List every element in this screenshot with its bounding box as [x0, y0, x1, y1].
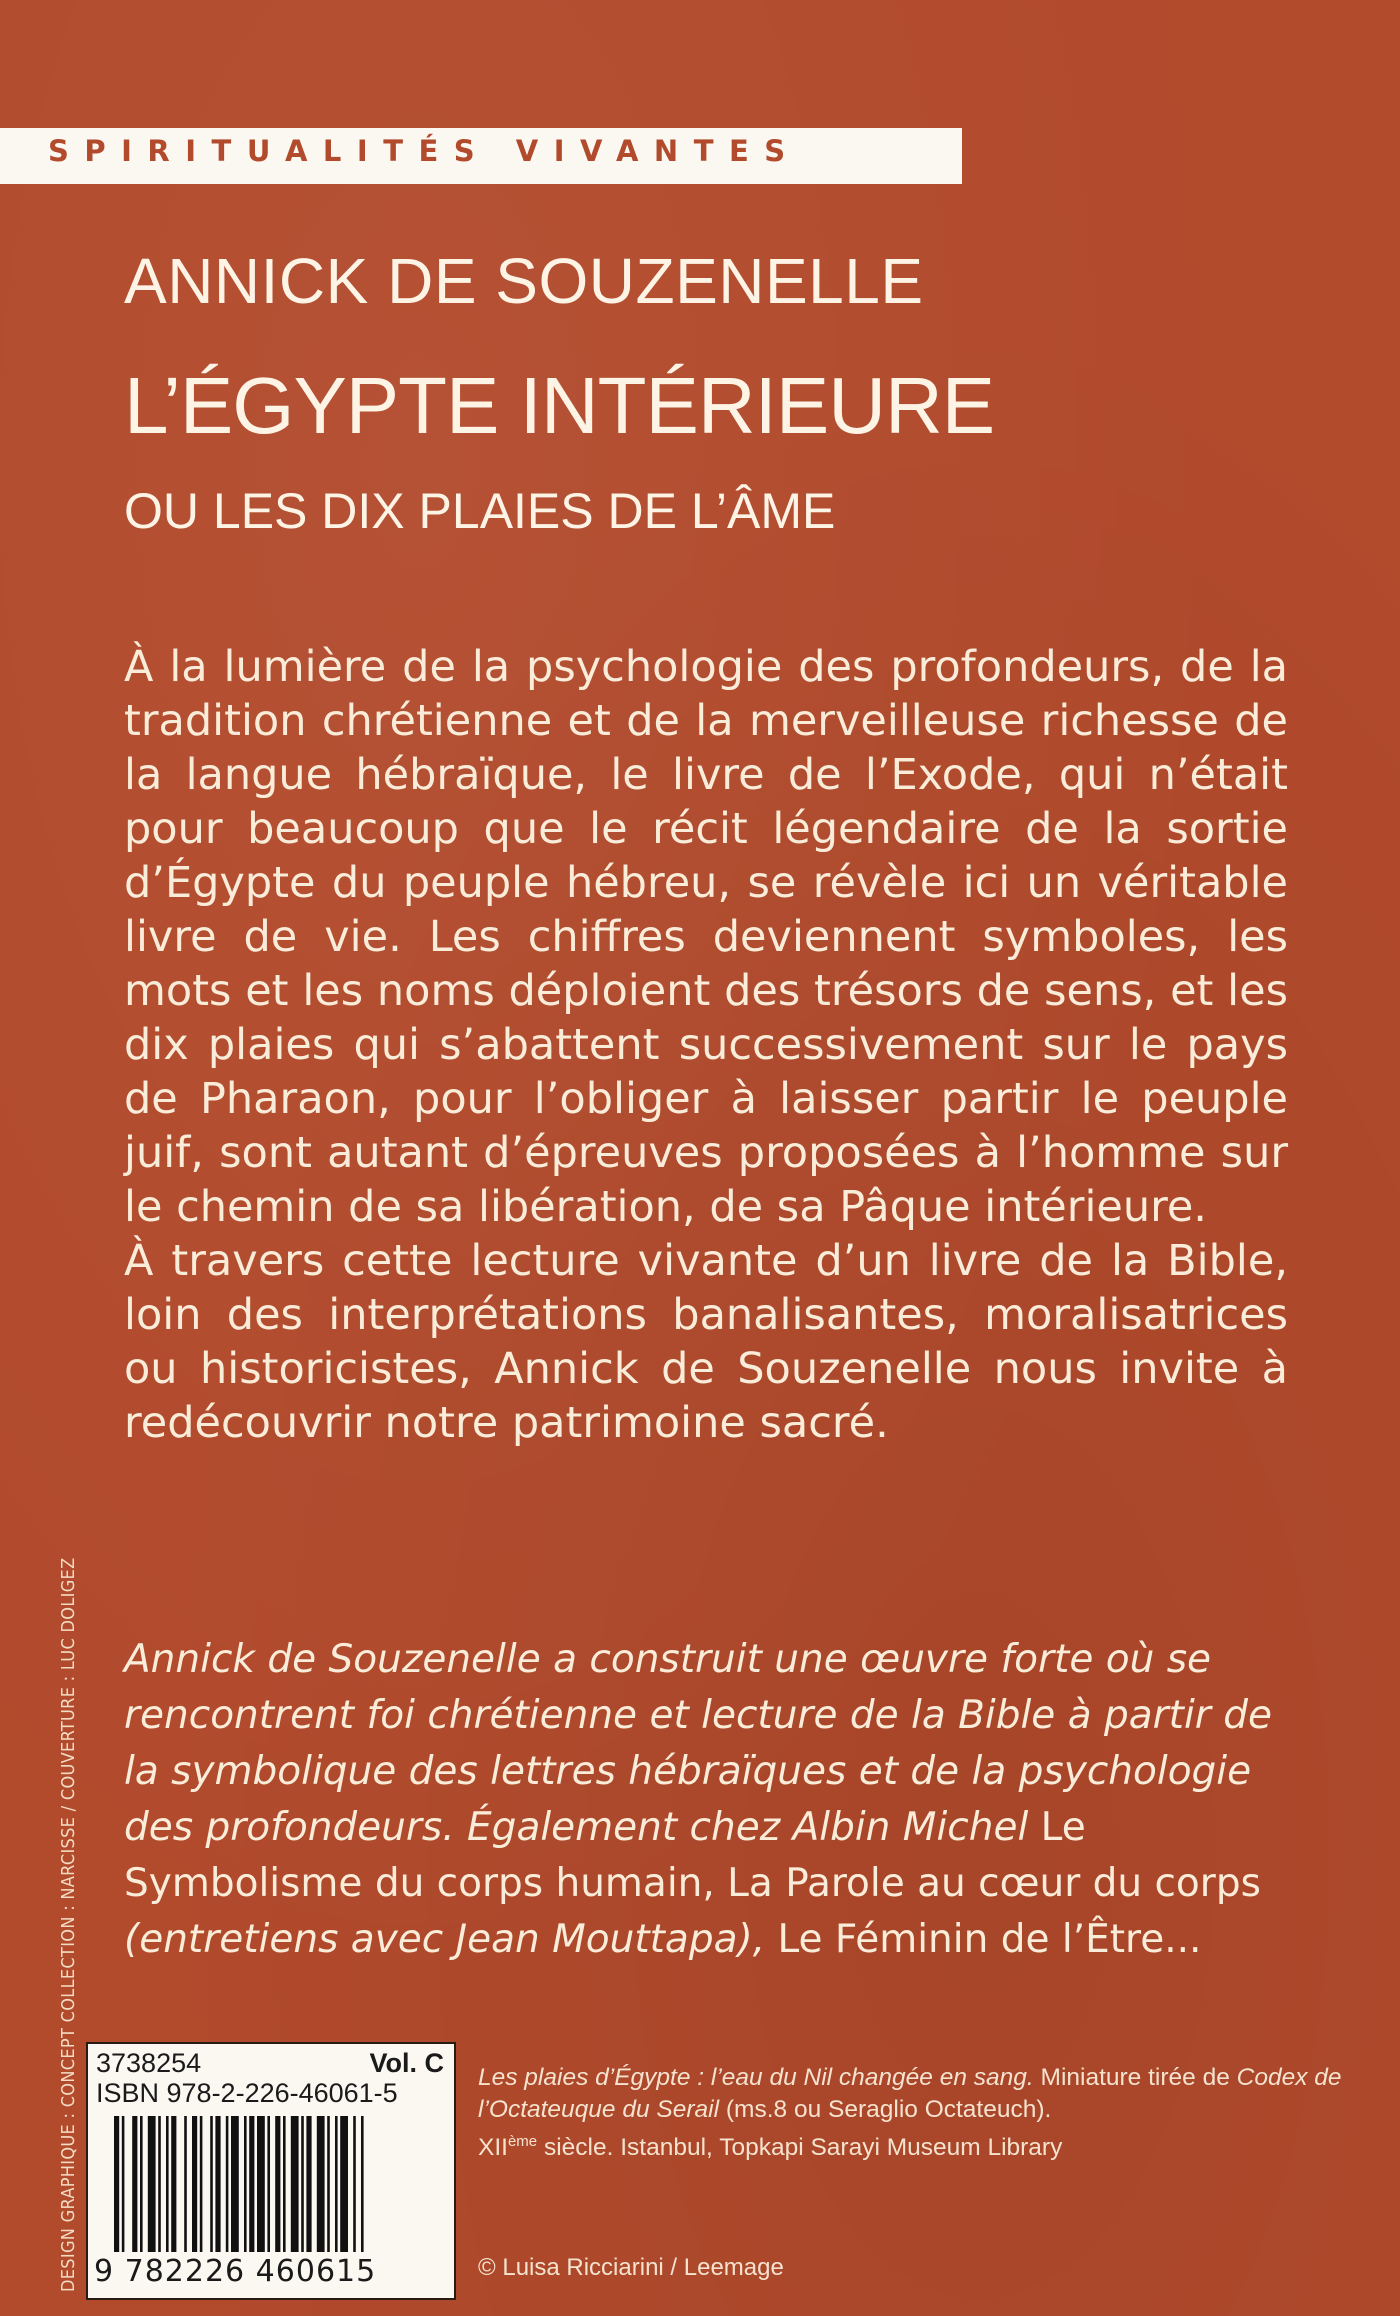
caption-text: siècle. Istanbul, Topkapi Sarayi Museum Library	[537, 2134, 1063, 2162]
bio-ellipsis: ...	[1164, 1917, 1202, 1962]
bio-works: Le Symbolisme du corps humain, La Parole au cœur du corps	[124, 1805, 1261, 1906]
barcode-bars	[114, 2116, 434, 2256]
caption-text: : l’eau du Nil changée en sang.	[690, 2064, 1034, 2091]
series-name: SPIRITUALITÉS VIVANTES	[48, 134, 801, 168]
description-paragraph: À la lumière de la psychologie des profondeurs, de la tradition chrétienne et de la merveilleuse richesse de la langue hébraïque, le livre de l’Exode, qui n’était pour beaucoup que le récit légendaire de la sortie d’Égypte du peuple hébreu, se révèle ici un véritable livre de vie. Les chiffres deviennent symboles, les mots et les noms déploient des trésors de sens, et les dix plaies qui s’abattent successivement sur le pays de Pharaon, pour l’obliger à laisser partir le peuple juif, sont autant d’épreuves proposées à l’homme sur le chemin de sa libération, de sa Pâque intérieure.	[124, 642, 1288, 1232]
description-paragraph: À travers cette lecture vivante d’un livre de la Bible, loin des interprétations banalisantes, moralisatrices ou historicistes, Annick de Souzenelle nous invite à redécouvrir notre patrimoine sacré.	[124, 1236, 1288, 1448]
bio-text: Annick de Souzenelle a construit une œuvre forte où se rencontrent foi chrétienne et lecture de la Bible à partir de la symbolique des lettres hébraïques et de la psychologie des profondeurs. Également chez Albin Michel	[124, 1637, 1272, 1850]
caption-codex: Codex de l’Octateuque du Serail	[478, 2064, 1342, 2123]
book-title: L’ÉGYPTE INTÉRIEURE	[124, 361, 995, 450]
caption-text: (ms.8 ou Seraglio Octateuch).	[719, 2096, 1052, 2123]
volume-label: Vol. C	[369, 2048, 444, 2078]
barcode-label	[86, 2042, 456, 2300]
barcode-id: 3738254	[96, 2048, 202, 2078]
barcode-digits: 9 782226 460615	[94, 2254, 377, 2289]
bio-works: Le Féminin de l’Être	[777, 1917, 1165, 1962]
author-name: ANNICK DE SOUZENELLE	[124, 245, 924, 317]
caption-century-sup: ème	[507, 2133, 538, 2150]
caption-text: Miniature tirée de	[1033, 2064, 1237, 2091]
caption-title: Les plaies d’Égypte	[478, 2064, 691, 2091]
author-bio	[124, 1632, 1300, 1968]
image-credit: © Luisa Ricciarini / Leemage	[478, 2254, 784, 2281]
caption-century: XII	[478, 2134, 508, 2162]
isbn: ISBN 978-2-226-46061-5	[96, 2078, 398, 2108]
cover-image-caption	[478, 2062, 1378, 2164]
design-credit: DESIGN GRAPHIQUE : CONCEPT COLLECTION : NARCISSE / COUVERTURE : LUC DOLIGEZ	[58, 1557, 79, 2292]
book-description	[124, 640, 1288, 1450]
bio-text: (entretiens avec Jean Mouttapa),	[124, 1917, 778, 1962]
book-subtitle: OU LES DIX PLAIES DE L’ÂME	[124, 483, 836, 539]
